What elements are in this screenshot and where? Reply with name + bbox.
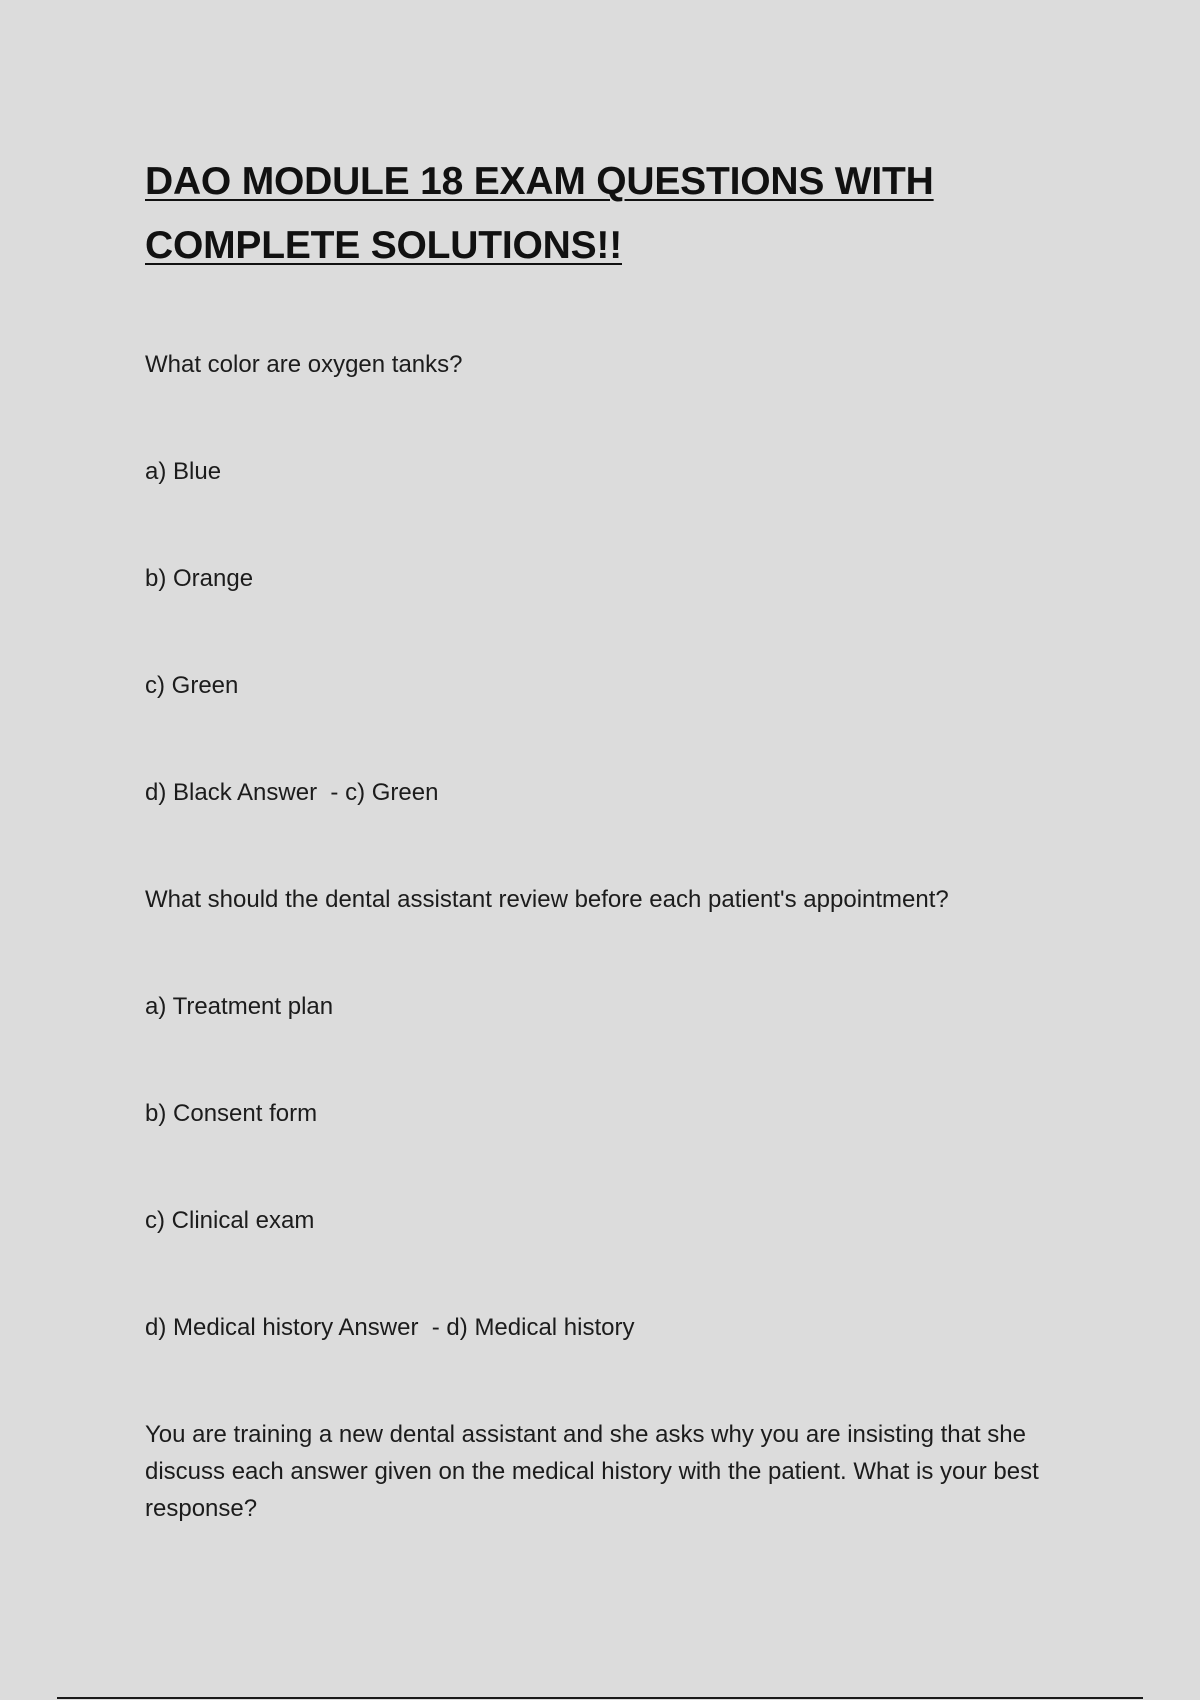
question-1-text: What color are oxygen tanks? (145, 351, 463, 378)
document-title-line-1: DAO MODULE 18 EXAM QUESTIONS WITH (145, 160, 934, 203)
document-content (145, 150, 1075, 1527)
document-title-line-2: COMPLETE SOLUTIONS!! (145, 224, 622, 267)
question-2-text: What should the dental assistant review before each patient's appointment? (145, 886, 949, 913)
question-1-option-c: c) Green (145, 672, 239, 699)
question-3-text: You are training a new dental assistant and she asks why you are insisting that she discuss each answer given on the medical history with the patient. What is your best response? (145, 1421, 1046, 1522)
question-list (145, 346, 1075, 1527)
question-2-option-a: a) Treatment plan (145, 993, 334, 1020)
question-1-option-d-answer: d) Black Answer - c) Green (145, 779, 439, 806)
question-2-option-b: b) Consent form (145, 1100, 318, 1127)
question-1-option-a: a) Blue (145, 458, 222, 485)
question-2-option-d-answer: d) Medical history Answer - d) Medical history (145, 1314, 635, 1341)
page-bottom-divider (57, 1697, 1143, 1699)
question-2-option-c: c) Clinical exam (145, 1207, 315, 1234)
document-title (145, 150, 1075, 278)
question-1-option-b: b) Orange (145, 565, 254, 592)
